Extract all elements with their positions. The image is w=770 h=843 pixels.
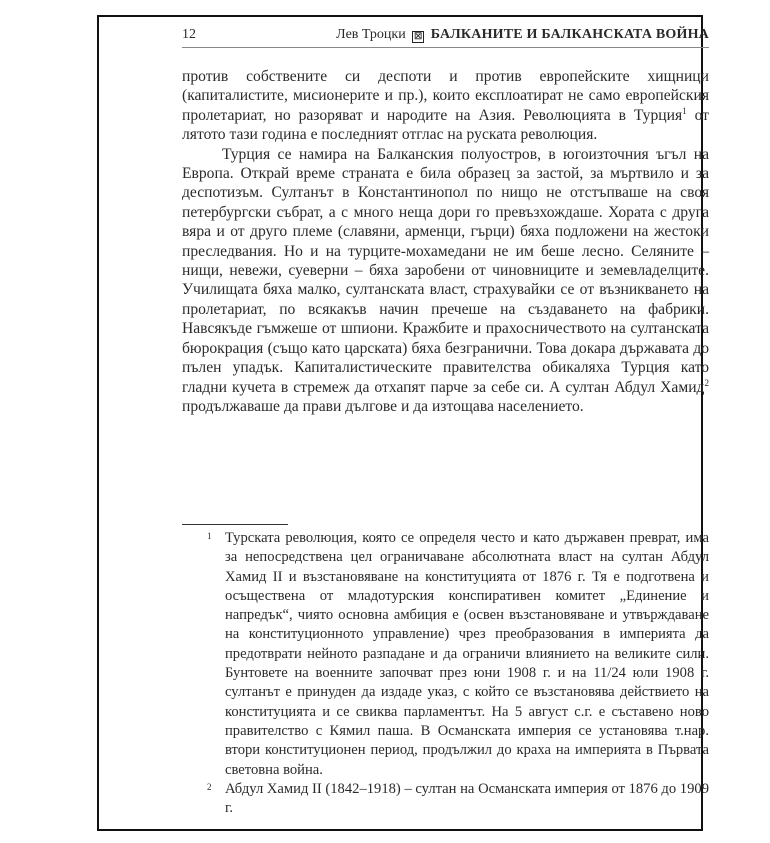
- footnote-ref-1[interactable]: 1: [682, 105, 687, 116]
- main-text: [182, 67, 709, 416]
- footnote-ref-2[interactable]: 2: [704, 377, 709, 388]
- footnote-mark: 1: [207, 531, 212, 541]
- author-name: Лев Троцки: [336, 27, 406, 42]
- footnote-text: Турската революция, която се определя често и като държавен преврат, има за непосредствена цел ограничаване абсолютната власт на султан Абдул Хамид II и възстановяване на конституцията от 1876 г. Тя е подготвена и осъществена от младотурския конспиративен комитет „Единение и напредък“, чиято основна амбиция е (освен възстановяване и утвърждаване на конституционното управление) чрез преобразования в империята да предотврати нейното разпадане и да ограничи влиянието на великите сили. Бунтовете на военните започват през юни 1908 г. и на 11/24 юли 1908 г. султанът е принуден да издаде указ, с който се възстановява действието на конституцията и се свиква парламентът. На 5 август с.г. е съставено ново правителство с Кямил паша. В Османската империя се установява т.нар. втори конституционен период, продължил до краха на империята в Първата световна война.: [225, 530, 709, 778]
- page-number: 12: [182, 27, 196, 42]
- paragraph-1: против собствените си деспоти и против европейските хищници (капиталистите, мисионерите и пр.), които експлоатират не само европейския пролетариат, но разоряват и народите на Азия. Революцията в Турция$^1$ от лятото тази година е последният отглас на руската революция.: [182, 68, 709, 144]
- paragraph-2: Турция се намира на Балканския полуостров, в югоизточния ъгъл на Европа. Открай време страната е била образец за застой, за мъртвило и за деспотизъм. Султанът в Константинопол по нищо не отстъпваше на своя петербургски събрат, а с много неща дори го превъзхождаше. Хората с друга вяра и от друго племе (славяни, арменци, гърци) бяха подложени на жестоки преследвания. Но и на турците-мохамедани не им беше лесно. Селяните – нищи, невежи, суеверни – бяха заробени от чиновниците и земевладелците. Училищата бяха малко, султанската власт, страхувайки се от възникването на пролетариат, по всякакъв начин пречеше на създаването на фабрики. Навсякъде гъмжеше от шпиони. Кражбите и прахосничеството на султанската бюрокрация (също като царската) бяха безгранични. Това докара държавата до пълен упадък. Капиталистическите правителства обикаляха Турция като гладни кучета в стремеж да отхапят парче за себе си. А султан Абдул Хамид$^2$ продължаваше да прави дългове и да изтощава населението.: [182, 145, 709, 415]
- boxed-x-separator-icon: ☒: [414, 31, 423, 41]
- running-header: [182, 25, 709, 48]
- footnote-2: [182, 780, 709, 819]
- footnote-1: [182, 529, 709, 780]
- footnote-text: Абдул Хамид II (1842–1918) – султан на Османската империя от 1876 до 1909 г.: [225, 780, 709, 817]
- footnotes: [182, 529, 709, 818]
- running-title: [336, 27, 709, 43]
- footnote-divider: [182, 524, 288, 525]
- book-page: [97, 15, 709, 831]
- footnote-mark: 2: [207, 781, 212, 792]
- book-title: БАЛКАНИТЕ И БАЛКАНСКАТА ВОЙНА: [430, 27, 709, 42]
